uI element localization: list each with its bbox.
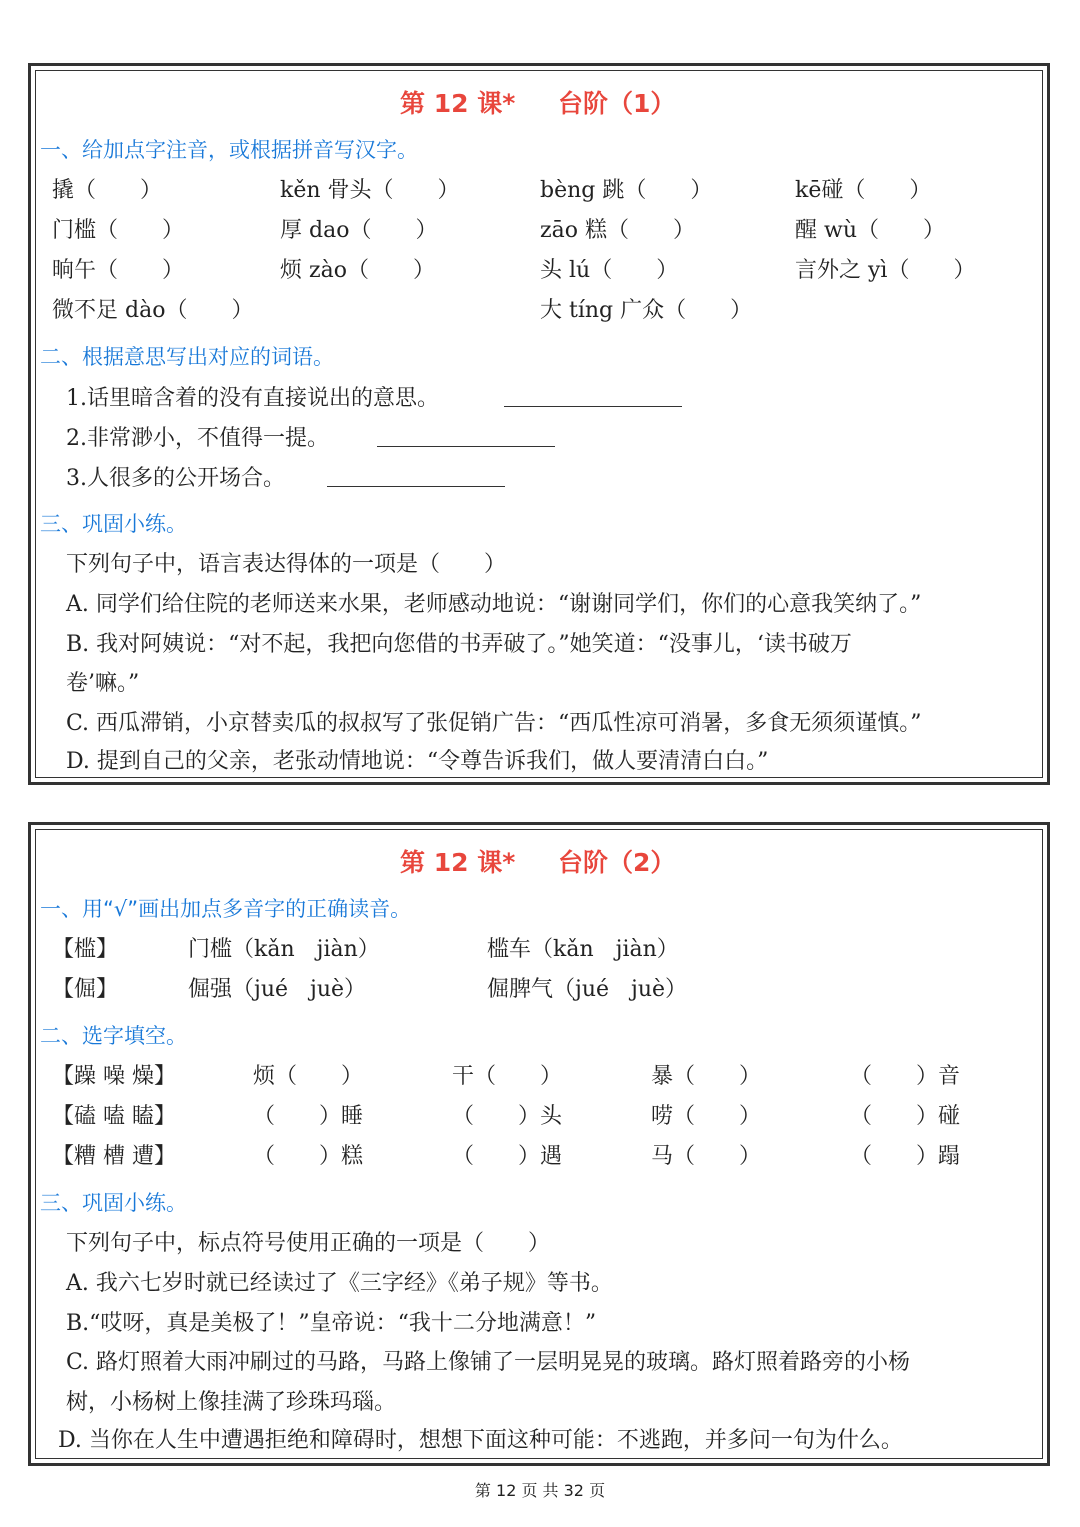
- polyphone-choice[interactable]: 槛车（kǎn jiàn）: [487, 937, 679, 962]
- lesson2-number: 第 12 课*: [400, 848, 516, 877]
- char-group-key: 【躁 噪 燥】: [52, 1064, 176, 1089]
- fill-cell[interactable]: （ ）遇: [452, 1144, 563, 1169]
- pinyin-item: bèng 跳（ ）: [540, 178, 713, 203]
- fill-cell[interactable]: 唠（ ）: [651, 1104, 762, 1129]
- answer-blank[interactable]: [327, 484, 505, 487]
- lesson1-section3-heading: 三、巩固小练。: [40, 512, 187, 536]
- polyphone-choice[interactable]: 倔脾气（jué juè）: [487, 977, 688, 1002]
- fill-cell[interactable]: 干（ ）: [452, 1064, 563, 1089]
- option-line: B.“哎呀，真是美极了！”皇帝说：“我十二分地满意！”: [66, 1311, 597, 1336]
- lesson2-title: 台阶（2）: [558, 848, 676, 877]
- pinyin-item: 头 lú（ ）: [540, 258, 679, 283]
- fill-cell[interactable]: （ ）头: [452, 1104, 563, 1129]
- pinyin-item: zāo 糕（ ）: [540, 218, 695, 243]
- polyphone-choice[interactable]: 门槛（kǎn jiàn）: [188, 937, 380, 962]
- option-line: D. 当你在人生中遭遇拒绝和障碍时，想想下面这种可能：不逃跑，并多问一句为什么。: [58, 1428, 903, 1453]
- char-group-key: 【磕 嗑 瞌】: [52, 1104, 176, 1129]
- fill-cell[interactable]: （ ）糕: [253, 1144, 364, 1169]
- fill-cell[interactable]: （ ）蹋: [850, 1144, 961, 1169]
- pinyin-item: 醒 wù（ ）: [795, 218, 945, 243]
- lesson2-section1-heading: 一、用“√”画出加点多音字的正确读音。: [40, 897, 412, 921]
- lesson1-title: 台阶（1）: [558, 89, 676, 118]
- fill-cell[interactable]: 烦（ ）: [253, 1064, 364, 1089]
- polyphone-key: 【倔】: [52, 977, 119, 1002]
- fill-cell[interactable]: 马（ ）: [651, 1144, 762, 1169]
- definition-item: 1.话里暗含着的没有直接说出的意思。: [66, 386, 439, 411]
- option-line: D. 提到自己的父亲，老张动情地说：“令尊告诉我们，做人要清清白白。”: [66, 749, 769, 774]
- option-line: A. 同学们给住院的老师送来水果，老师感动地说：“谢谢同学们，你们的心意我笑纳了。”: [66, 592, 922, 617]
- pinyin-item: 言外之 yì（ ）: [795, 258, 976, 283]
- definition-item: 2.非常渺小，不值得一提。: [66, 426, 329, 451]
- pinyin-item: 晌午（ ）: [52, 258, 185, 283]
- fill-cell[interactable]: （ ）碰: [850, 1104, 961, 1129]
- page-number: 第 12 页 共 32 页: [474, 1481, 606, 1500]
- lesson1-section1-heading: 一、给加点字注音，或根据拼音写汉字。: [40, 138, 418, 162]
- fill-cell[interactable]: （ ）睡: [253, 1104, 364, 1129]
- pinyin-item: kěn 骨头（ ）: [280, 178, 460, 203]
- lesson2-section2-heading: 二、选字填空。: [40, 1024, 187, 1048]
- pinyin-item: 撬（ ）: [52, 178, 163, 203]
- option-line: C. 路灯照着大雨冲刷过的马路，马路上像铺了一层明晃晃的玻璃。路灯照着路旁的小杨: [66, 1350, 911, 1375]
- pinyin-item: 大 tíng 广众（ ）: [540, 298, 753, 323]
- pinyin-item: 厚 dao（ ）: [280, 218, 438, 243]
- polyphone-choice[interactable]: 倔强（jué juè）: [188, 977, 367, 1002]
- fill-cell[interactable]: （ ）音: [850, 1064, 961, 1089]
- question-stem: 下列句子中，语言表达得体的一项是（ ）: [66, 552, 507, 577]
- option-line: 卷’嘛。”: [66, 671, 140, 696]
- answer-blank[interactable]: [377, 444, 555, 447]
- polyphone-key: 【槛】: [52, 937, 119, 962]
- lesson1-section2-heading: 二、根据意思写出对应的词语。: [40, 345, 334, 369]
- question-stem: 下列句子中，标点符号使用正确的一项是（ ）: [66, 1231, 551, 1256]
- pinyin-item: 烦 zào（ ）: [280, 258, 435, 283]
- lesson1-number: 第 12 课*: [400, 89, 516, 118]
- pinyin-item: kē碰（ ）: [795, 178, 932, 203]
- pinyin-item: 门槛（ ）: [52, 218, 185, 243]
- option-line: C. 西瓜滞销，小京替卖瓜的叔叔写了张促销广告：“西瓜性凉可消暑，多食无须须谨慎。”: [66, 711, 922, 736]
- answer-blank[interactable]: [504, 404, 682, 407]
- char-group-key: 【糟 槽 遭】: [52, 1144, 176, 1169]
- pinyin-item: 微不足 dào（ ）: [52, 298, 254, 323]
- option-line: A. 我六七岁时就已经读过了《三字经》《弟子规》等书。: [66, 1271, 613, 1296]
- lesson2-section3-heading: 三、巩固小练。: [40, 1191, 187, 1215]
- option-line: B. 我对阿姨说：“对不起，我把向您借的书弄破了。”她笑道：“没事儿，‘读书破万: [66, 632, 852, 657]
- definition-item: 3.人很多的公开场合。: [66, 466, 285, 491]
- fill-cell[interactable]: 暴（ ）: [651, 1064, 762, 1089]
- option-line: 树，小杨树上像挂满了珍珠玛瑙。: [66, 1390, 397, 1415]
